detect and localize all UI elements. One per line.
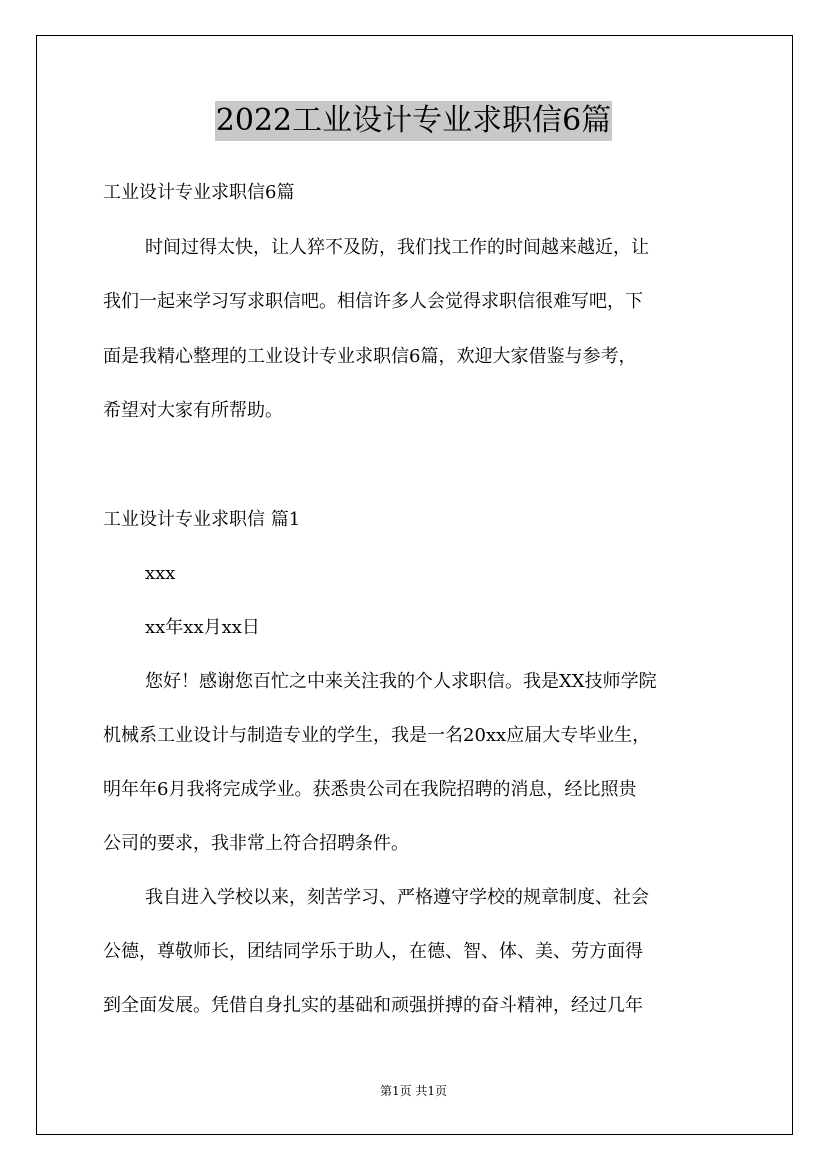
paragraph2-line-3: 到全面发展。凭借自身扎实的基础和顽强拼搏的奋斗精神，经过几年 [103, 995, 643, 1016]
paragraph1-line-2: 机械系工业设计与制造专业的学生，我是一名20xx应届大专毕业生， [103, 725, 651, 746]
paragraph1-line-3: 明年年6月我将完成学业。获悉贵公司在我院招聘的消息，经比照贵 [103, 779, 637, 800]
intro-line-4: 希望对大家有所帮助。 [103, 400, 283, 421]
document-title: 2022工业设计专业求职信6篇 [215, 101, 612, 141]
paragraph1-line-1: 您好！感谢您百忙之中来关注我的个人求职信。我是XX技师学院 [145, 671, 657, 692]
page-footer: 第1页 共1页 [379, 1084, 448, 1098]
paragraph2-line-2: 公德，尊敬师长，团结同学乐于助人，在德、智、体、美、劳方面得 [103, 941, 643, 962]
letter-date: xx年xx月xx日 [145, 617, 260, 638]
recipient: xxx [145, 563, 176, 584]
section-heading: 工业设计专业求职信 篇1 [103, 509, 301, 530]
subtitle: 工业设计专业求职信6篇 [103, 182, 295, 203]
intro-line-2: 我们一起来学习写求职信吧。相信许多人会觉得求职信很难写吧，下 [103, 291, 643, 312]
intro-line-3: 面是我精心整理的工业设计专业求职信6篇，欢迎大家借鉴与参考， [103, 346, 637, 367]
paragraph1-line-4: 公司的要求，我非常上符合招聘条件。 [103, 833, 409, 854]
intro-line-1: 时间过得太快，让人猝不及防，我们找工作的时间越来越近，让 [145, 237, 649, 258]
paragraph2-line-1: 我自进入学校以来，刻苦学习、严格遵守学校的规章制度、社会 [145, 887, 649, 908]
title-container [0, 101, 827, 141]
